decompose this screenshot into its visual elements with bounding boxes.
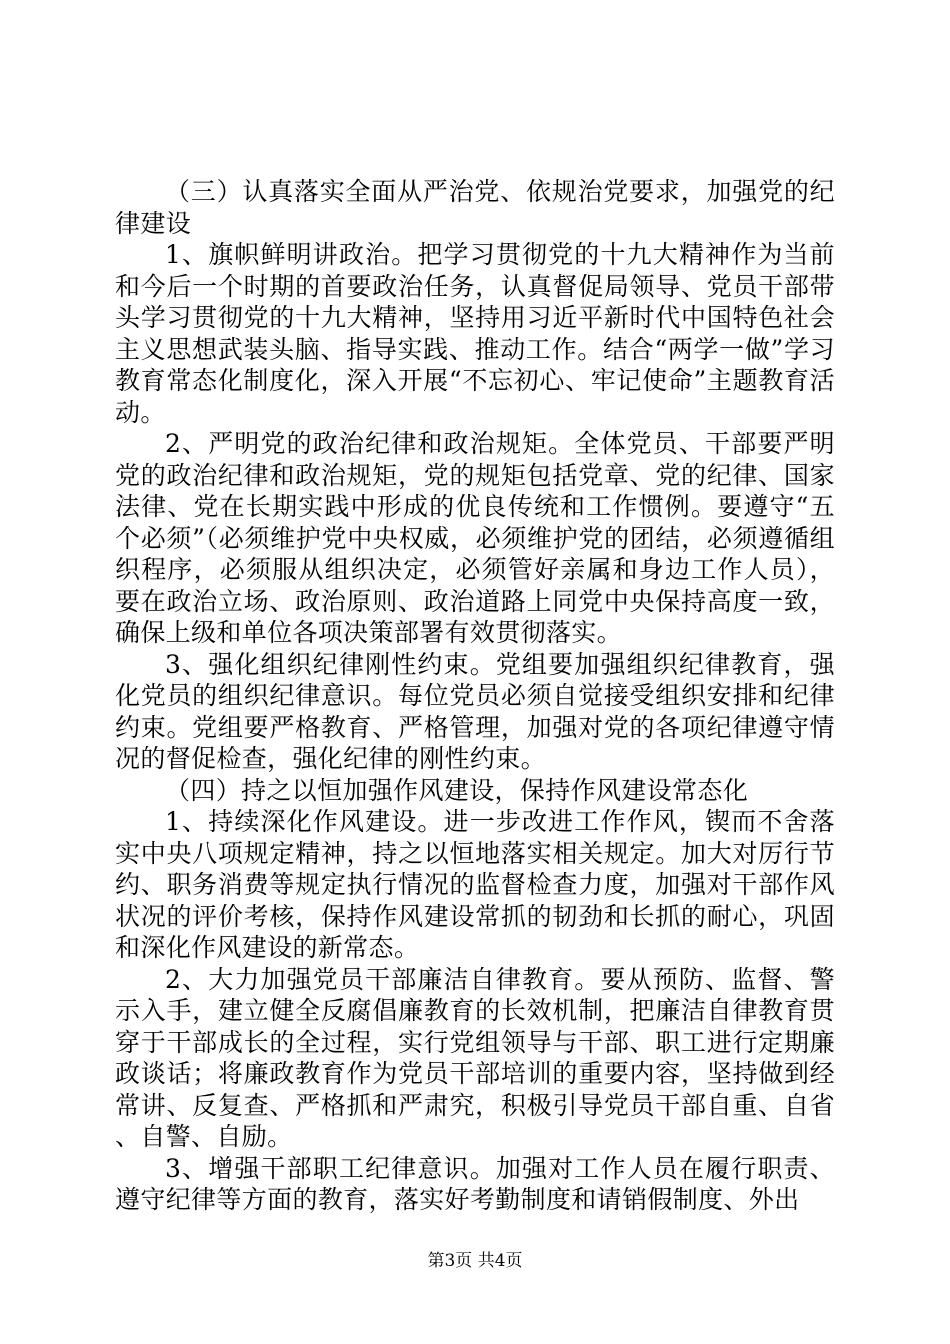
paragraph-discipline-awareness: 3、增强干部职工纪律意识。加强对工作人员在履行职责、遵守纪律等方面的教育，落实好考勤制度和请销假制度、外出 bbox=[115, 1153, 835, 1214]
document-body bbox=[115, 176, 835, 1216]
paragraph-politics: 1、旗帜鲜明讲政治。把学习贯彻党的十九大精神作为当前和今后一个时期的首要政治任务，认真督促局领导、党员干部带头学习贯彻党的十九大精神，坚持用习近平新时代中国特色社会主义思想武装头脑、指导实践、推动工作。结合“两学一做”学习教育常态化制度化，深入开展“不忘初心、牢记使命”主题教育活动。 bbox=[115, 240, 835, 427]
paragraph-work-style: 1、持续深化作风建设。进一步改进工作作风，锲而不舍落实中央八项规定精神，持之以恒地落实相关规定。加大对厉行节约、职务消费等规定执行情况的监督检查力度，加强对干部作风状况的评价考核，保持作风建设常抓的韧劲和长抓的耐心，巩固和深化作风建设的新常态。 bbox=[115, 807, 835, 962]
section-heading-four: （四）持之以恒加强作风建设，保持作风建设常态化 bbox=[165, 775, 749, 805]
section-heading-three: （三）认真落实全面从严治党、依规治党要求，加强党的纪律建设 bbox=[115, 177, 835, 238]
paragraph-political-discipline: 2、严明党的政治纪律和政治规矩。全体党员、干部要严明党的政治纪律和政治规矩，党的规矩包括党章、党的纪律、国家法律、党在长期实践中形成的优良传统和工作惯例。要遵守“五个必须”（必须维护党中央权威，必须维护党的团结，必须遵循组织程序，必须服从组织决定，必须管好亲属和身边工作人员），要在政治立场、政治原则、政治道路上同党中央保持高度一致，确保上级和单位各项决策部署有效贯彻落实。 bbox=[115, 429, 835, 647]
paragraph-organizational-discipline: 3、强化组织纪律刚性约束。党组要加强组织纪律教育，强化党员的组织纪律意识。每位党员必须自觉接受组织安排和纪律约束。党组要严格教育、严格管理，加强对党的各项纪律遵守情况的督促检查，强化纪律的刚性约束。 bbox=[115, 649, 835, 773]
page-number-footer: 第3页 共4页 bbox=[427, 1251, 523, 1271]
paragraph-integrity-education: 2、大力加强党员干部廉洁自律教育。要从预防、监督、警示入手，建立健全反腐倡廉教育的长效机制，把廉洁自律教育贯穿于干部成长的全过程，实行党组领导与干部、职工进行定期廉政谈话；将廉政教育作为党员干部培训的重要内容，坚持做到经常讲、反复查、严格抓和严肃究，积极引导党员干部自重、自省、自警、自励。 bbox=[115, 964, 835, 1151]
